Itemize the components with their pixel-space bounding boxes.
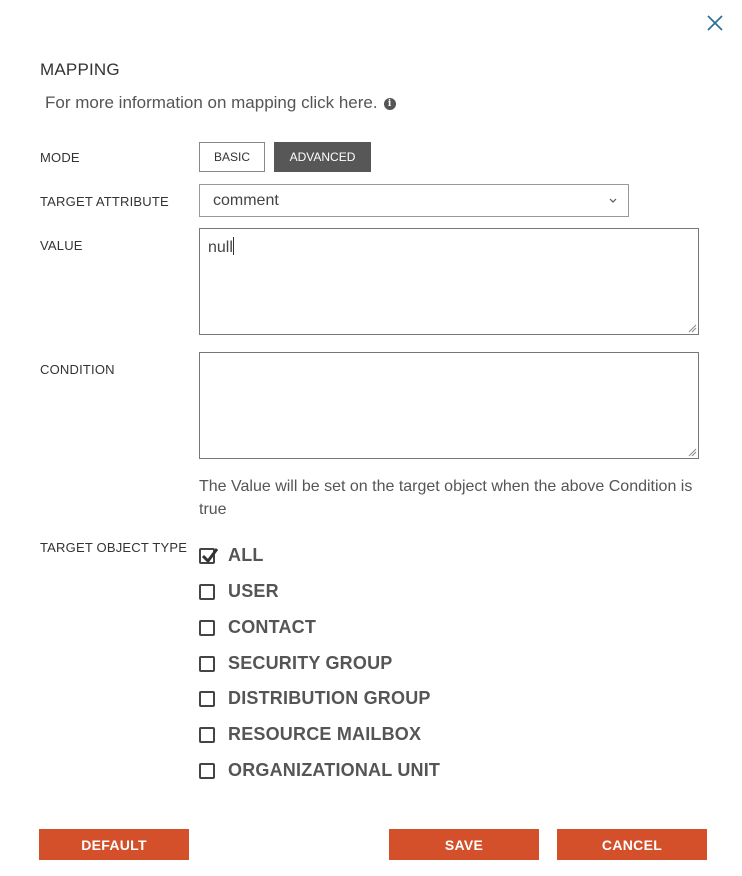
target-object-type-label: TARGET OBJECT TYPE (40, 540, 188, 555)
checkbox-contact[interactable] (199, 617, 316, 638)
cancel-button[interactable]: CANCEL (557, 829, 707, 860)
checkbox-label: RESOURCE MAILBOX (228, 724, 422, 744)
target-attribute-select[interactable] (199, 184, 629, 217)
mode-basic-button[interactable]: BASIC (199, 142, 265, 172)
checkbox-organizational-unit[interactable] (199, 760, 440, 781)
checkbox-box[interactable] (199, 691, 215, 707)
target-attribute-value: comment (213, 191, 279, 209)
default-button[interactable]: DEFAULT (39, 829, 189, 860)
checkbox-box[interactable] (199, 656, 215, 672)
checkbox-label: DISTRIBUTION GROUP (228, 688, 431, 708)
condition-label: CONDITION (40, 362, 115, 377)
checkbox-box[interactable] (199, 584, 215, 600)
checkbox-all[interactable] (199, 545, 264, 566)
close-icon (702, 10, 728, 36)
value-textarea[interactable] (199, 228, 699, 335)
target-attribute-label: TARGET ATTRIBUTE (40, 194, 169, 209)
save-button[interactable]: SAVE (389, 829, 539, 860)
info-icon: i (384, 98, 396, 110)
checkbox-box[interactable] (199, 763, 215, 779)
checkbox-distribution-group[interactable] (199, 688, 431, 709)
checkbox-box[interactable] (199, 727, 215, 743)
mode-advanced-button[interactable]: ADVANCED (274, 142, 371, 172)
checkbox-security-group[interactable] (199, 653, 393, 674)
condition-textarea[interactable] (199, 352, 699, 459)
value-text: null (208, 239, 233, 256)
resize-handle-icon[interactable] (688, 448, 697, 457)
checkbox-label: ORGANIZATIONAL UNIT (228, 760, 441, 780)
resize-handle-icon[interactable] (688, 324, 697, 333)
checkbox-label: USER (228, 581, 279, 601)
checkbox-box[interactable] (199, 548, 215, 564)
dialog-title: MAPPING (40, 60, 120, 79)
info-line (45, 93, 396, 113)
value-label: VALUE (40, 238, 83, 253)
checkbox-user[interactable] (199, 581, 279, 602)
mode-label: MODE (40, 150, 80, 165)
checkmark-icon (200, 546, 220, 566)
text-caret (233, 237, 234, 255)
checkbox-label: ALL (228, 545, 264, 565)
chevron-down-icon (608, 196, 618, 206)
condition-hint: The Value will be set on the target object when the above Condition is true (199, 478, 693, 518)
checkbox-resource-mailbox[interactable] (199, 724, 421, 745)
checkbox-label: CONTACT (228, 617, 317, 637)
checkbox-label: SECURITY GROUP (228, 653, 393, 673)
checkbox-box[interactable] (199, 620, 215, 636)
mapping-help-link[interactable]: For more information on mapping click here. (45, 93, 378, 112)
close-button[interactable] (702, 10, 728, 36)
